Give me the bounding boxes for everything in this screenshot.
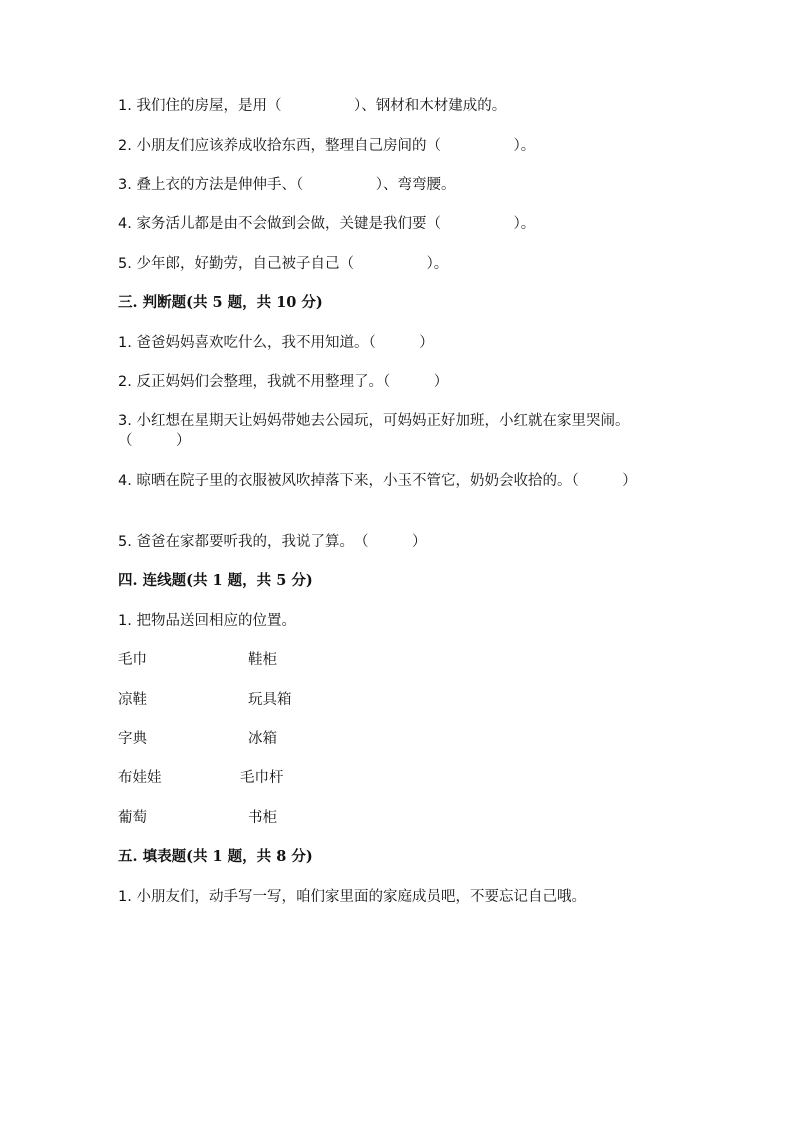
judge-question-4: 4. 晾晒在院子里的衣服被风吹掉落下来，小玉不管它，奶奶会收拾的。（ ） [118, 473, 637, 489]
match-right-item: 书柜 [248, 810, 277, 826]
match-left-item: 毛巾 [118, 652, 147, 668]
match-right-item: 毛巾杆 [240, 770, 284, 786]
fill-blank-question-4: 4. 家务活儿都是由不会做到会做，关键是我们要（ ）。 [118, 216, 536, 232]
judge-question-1: 1. 爸爸妈妈喜欢吃什么，我不用知道。（ ） [118, 335, 434, 351]
judge-section-heading: 三. 判断题(共 5 题，共 10 分) [118, 294, 323, 311]
judge-question-3: 3. 小红想在星期天让妈妈带她去公园玩，可妈妈正好加班，小红就在家里哭闹。（ ） [118, 413, 630, 449]
match-left-item: 字典 [118, 731, 147, 747]
match-left-item: 布娃娃 [118, 770, 162, 786]
judge-question-5: 5. 爸爸在家都要听我的，我说了算。 （ ） [118, 534, 427, 550]
fill-blank-question-5: 5. 少年郎，好勤劳，自己被子自己（ ）。 [118, 256, 449, 272]
match-right-item: 鞋柜 [248, 652, 277, 668]
table-fill-question-1: 1. 小朋友们，动手写一写，咱们家里面的家庭成员吧，不要忘记自己哦。 [118, 889, 586, 905]
judge-question-2: 2. 反正妈妈们会整理，我就不用整理了。（ ） [118, 374, 449, 390]
match-question-1: 1. 把物品送回相应的位置。 [118, 613, 296, 629]
match-right-item: 玩具箱 [248, 692, 292, 708]
match-section-heading: 四. 连线题(共 1 题，共 5 分) [118, 572, 313, 589]
match-right-item: 冰箱 [248, 731, 277, 747]
match-left-item: 凉鞋 [118, 692, 147, 708]
fill-blank-question-1: 1. 我们住的房屋，是用（ ）、钢材和木材建成的。 [118, 98, 507, 114]
match-left-item: 葡萄 [118, 810, 147, 826]
table-fill-section-heading: 五. 填表题(共 1 题，共 8 分) [118, 848, 313, 865]
fill-blank-question-3: 3. 叠上衣的方法是伸伸手、（ ）、弯弯腰。 [118, 177, 456, 193]
fill-blank-question-2: 2. 小朋友们应该养成收拾东西，整理自己房间的（ ）。 [118, 138, 536, 154]
